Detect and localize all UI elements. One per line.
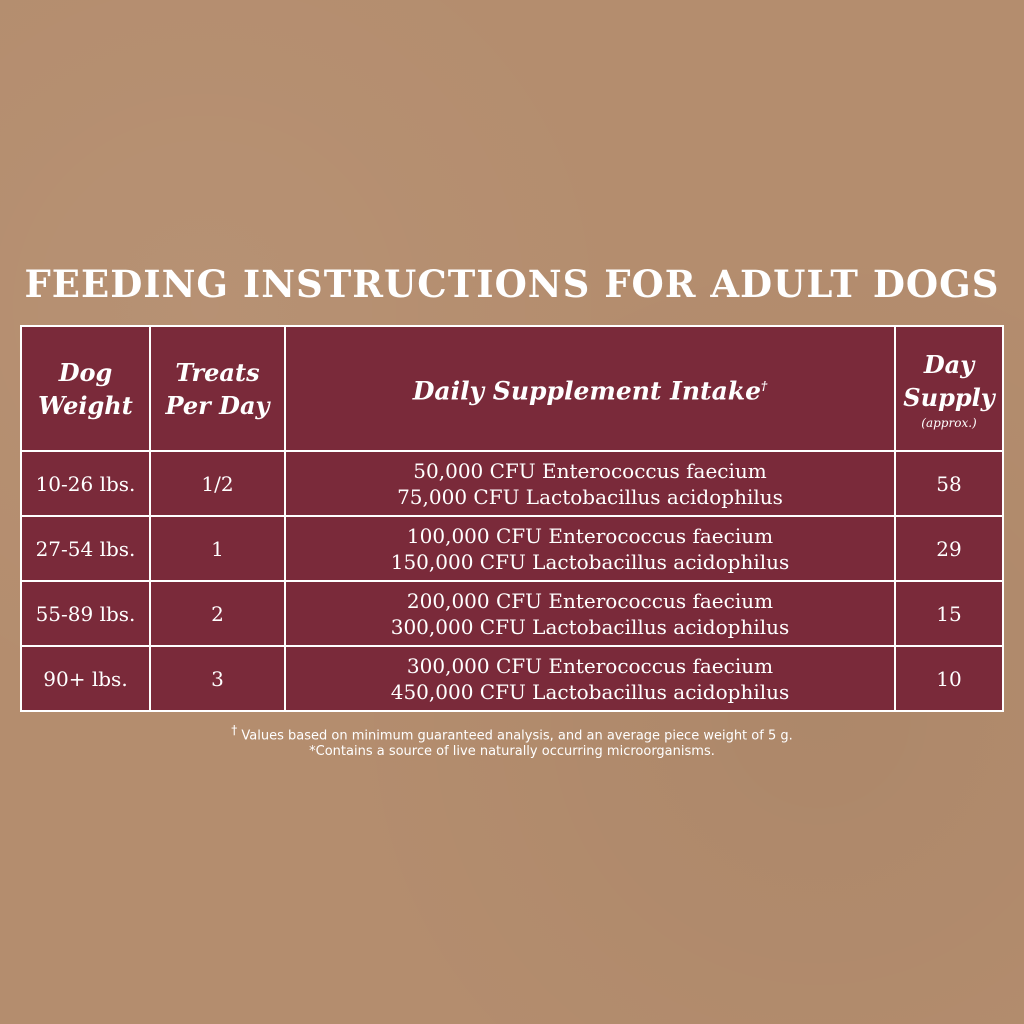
table-row: [20, 645, 1004, 710]
header-supply-line2: Supply: [903, 382, 995, 412]
cell-day-supply: 29: [894, 515, 1004, 582]
cell-day-supply: 15: [894, 580, 1004, 647]
table-row: [20, 580, 1004, 645]
cell-day-supply: 58: [894, 450, 1004, 517]
header-supply-line1: Day: [923, 349, 975, 379]
cell-intake: [284, 450, 896, 517]
footnotes: [0, 722, 1024, 760]
header-daily-intake: [284, 325, 896, 452]
header-treats-line1: Treats: [175, 357, 260, 387]
intake-line-2: 300,000 CFU Lactobacillus acidophilus: [390, 614, 790, 639]
header-supply-note: (approx.): [921, 415, 977, 430]
cell-intake: [284, 580, 896, 647]
intake-line-2: 450,000 CFU Lactobacillus acidophilus: [390, 679, 790, 704]
cell-treats: 1/2: [149, 450, 286, 517]
cell-treats: 2: [149, 580, 286, 647]
header-dog-weight-line1: Dog: [58, 357, 113, 387]
header-day-supply: [894, 325, 1004, 452]
cell-treats: 1: [149, 515, 286, 582]
cell-dog-weight: 27-54 lbs.: [20, 515, 151, 582]
table-header-row: [20, 325, 1004, 450]
header-dog-weight: [20, 325, 151, 452]
footnote-1-text: Values based on minimum guaranteed analysis, and an average piece weight of 5 g.: [241, 728, 793, 744]
page-title: FEEDING INSTRUCTIONS FOR ADULT DOGS: [24, 262, 1000, 306]
intake-line-1: 100,000 CFU Enterococcus faecium: [406, 523, 774, 548]
intake-line-2: 150,000 CFU Lactobacillus acidophilus: [390, 549, 790, 574]
header-dog-weight-line2: Weight: [38, 390, 133, 420]
cell-day-supply: 10: [894, 645, 1004, 712]
cell-dog-weight: 55-89 lbs.: [20, 580, 151, 647]
cell-dog-weight: 10-26 lbs.: [20, 450, 151, 517]
cell-intake: [284, 515, 896, 582]
footnote-1: [0, 722, 1024, 744]
feeding-table: [20, 325, 1004, 710]
cell-treats: 3: [149, 645, 286, 712]
header-intake-label: Daily Supplement Intake: [412, 376, 762, 406]
intake-line-1: 200,000 CFU Enterococcus faecium: [406, 588, 774, 613]
intake-line-1: 300,000 CFU Enterococcus faecium: [406, 653, 774, 678]
footnote-2: *Contains a source of live naturally occurring microorganisms.: [309, 744, 715, 760]
table-row: [20, 515, 1004, 580]
footnote-dagger: †: [231, 723, 238, 737]
cell-dog-weight: 90+ lbs.: [20, 645, 151, 712]
intake-line-1: 50,000 CFU Enterococcus faecium: [413, 458, 767, 483]
header-treats-per-day: [149, 325, 286, 452]
intake-line-2: 75,000 CFU Lactobacillus acidophilus: [397, 484, 783, 509]
cell-intake: [284, 645, 896, 712]
dagger-mark: †: [761, 378, 768, 393]
header-treats-line2: Per Day: [165, 390, 270, 420]
table-row: [20, 450, 1004, 515]
